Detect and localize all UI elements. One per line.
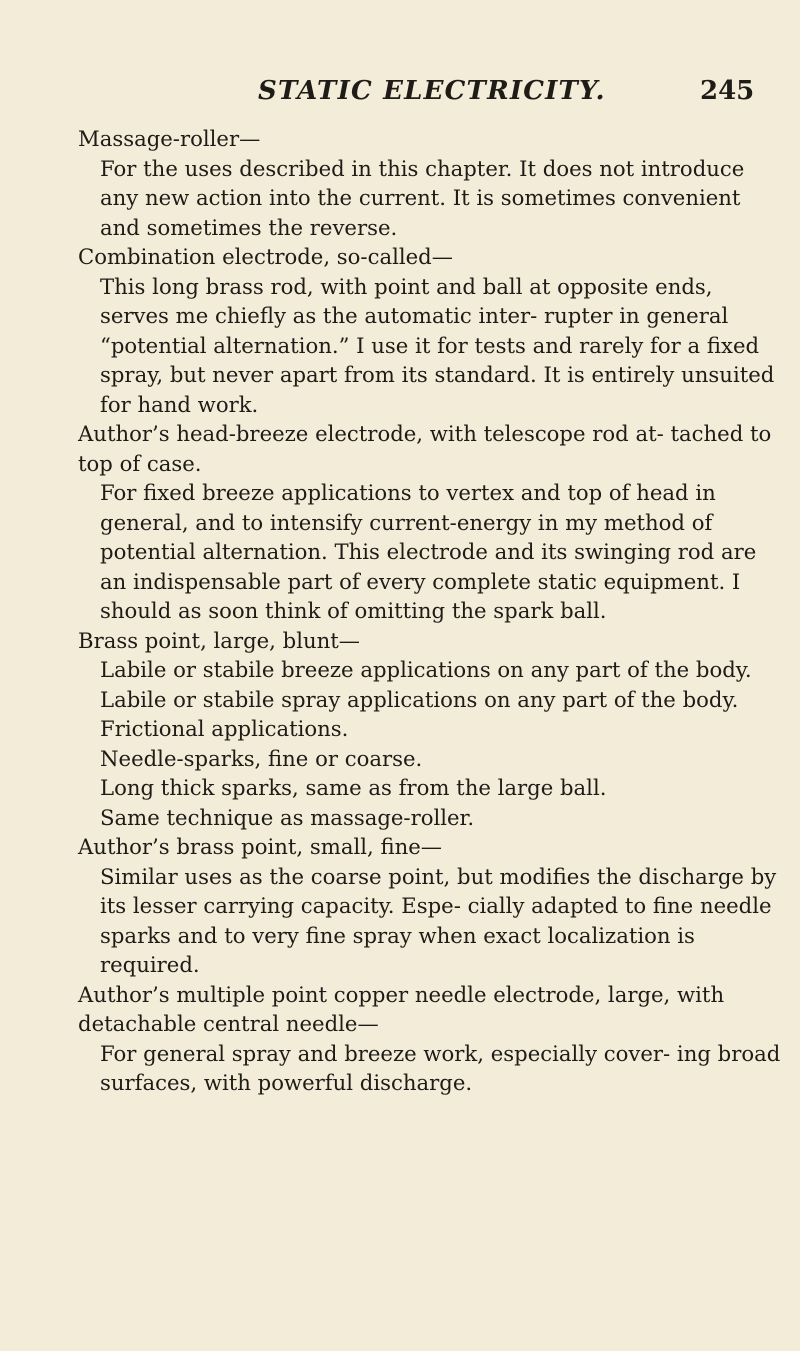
entry-text: Labile or stabile breeze applications on any part of the body. [100,657,752,682]
entry-text: Same technique as massage-roller. [100,804,475,830]
running-title: STATIC ELECTRICITY. [258,76,606,106]
entry-text: For the uses described in this chapter. It does not introduce any new action into the current. It is sometimes convenient and sometimes the reverse. [100,155,745,240]
entry-text: Labile or stabile spray applications on any part of the body. [100,686,739,712]
entry-title: Author’s brass point, small, fine— [78,834,442,859]
entry-brass-point-small [78,832,783,980]
entry-title: Brass point, large, blunt— [78,627,360,653]
entry-title: Author’s head-breeze electrode, with telescope rod at- tached to top of case. [78,421,772,476]
entry-massage-roller [78,124,783,242]
entry-text: For fixed breeze applications to vertex and top of head in general, and to intensify current-energy in my method of potential alternation. This electrode and its swinging rod are an indispensable part of every complete static equipment. I should as soon think of omitting the spark ball. [100,480,757,623]
entry-brass-point-large [78,626,783,833]
entry-text: Needle-sparks, fine or coarse. [100,745,423,771]
entry-multiple-point-electrode [78,980,783,1098]
entry-text: Similar uses as the coarse point, but modifies the discharge by its lesser carrying capacity. Espe- cially adapted to fine needle sparks and to very fine spray when exact localization is required. [100,863,777,977]
entry-title: Combination electrode, so-called— [78,244,453,269]
running-head [0,76,800,116]
entry-title: Author’s multiple point copper needle electrode, large, with detachable central needle— [78,981,725,1036]
entry-head-breeze-electrode [78,419,783,626]
entry-text: Frictional applications. [100,716,349,741]
entry-text: This long brass rod, with point and ball at opposite ends, serves me chiefly as the automatic inter- rupter in general “potential alternation.” I use it for tests and rarely for a fixed spray, but never apart from its standard. It is entirely unsuited for hand work. [100,273,775,417]
entry-text: Long thick sparks, same as from the large ball. [100,775,607,800]
page-body [78,124,783,1098]
entry-title: Massage-roller— [78,126,261,151]
entry-text: For general spray and breeze work, especially cover- ing broad surfaces, with powerful discharge. [100,1040,781,1095]
page-number: 245 [700,76,755,106]
entry-combination-electrode [78,242,783,419]
